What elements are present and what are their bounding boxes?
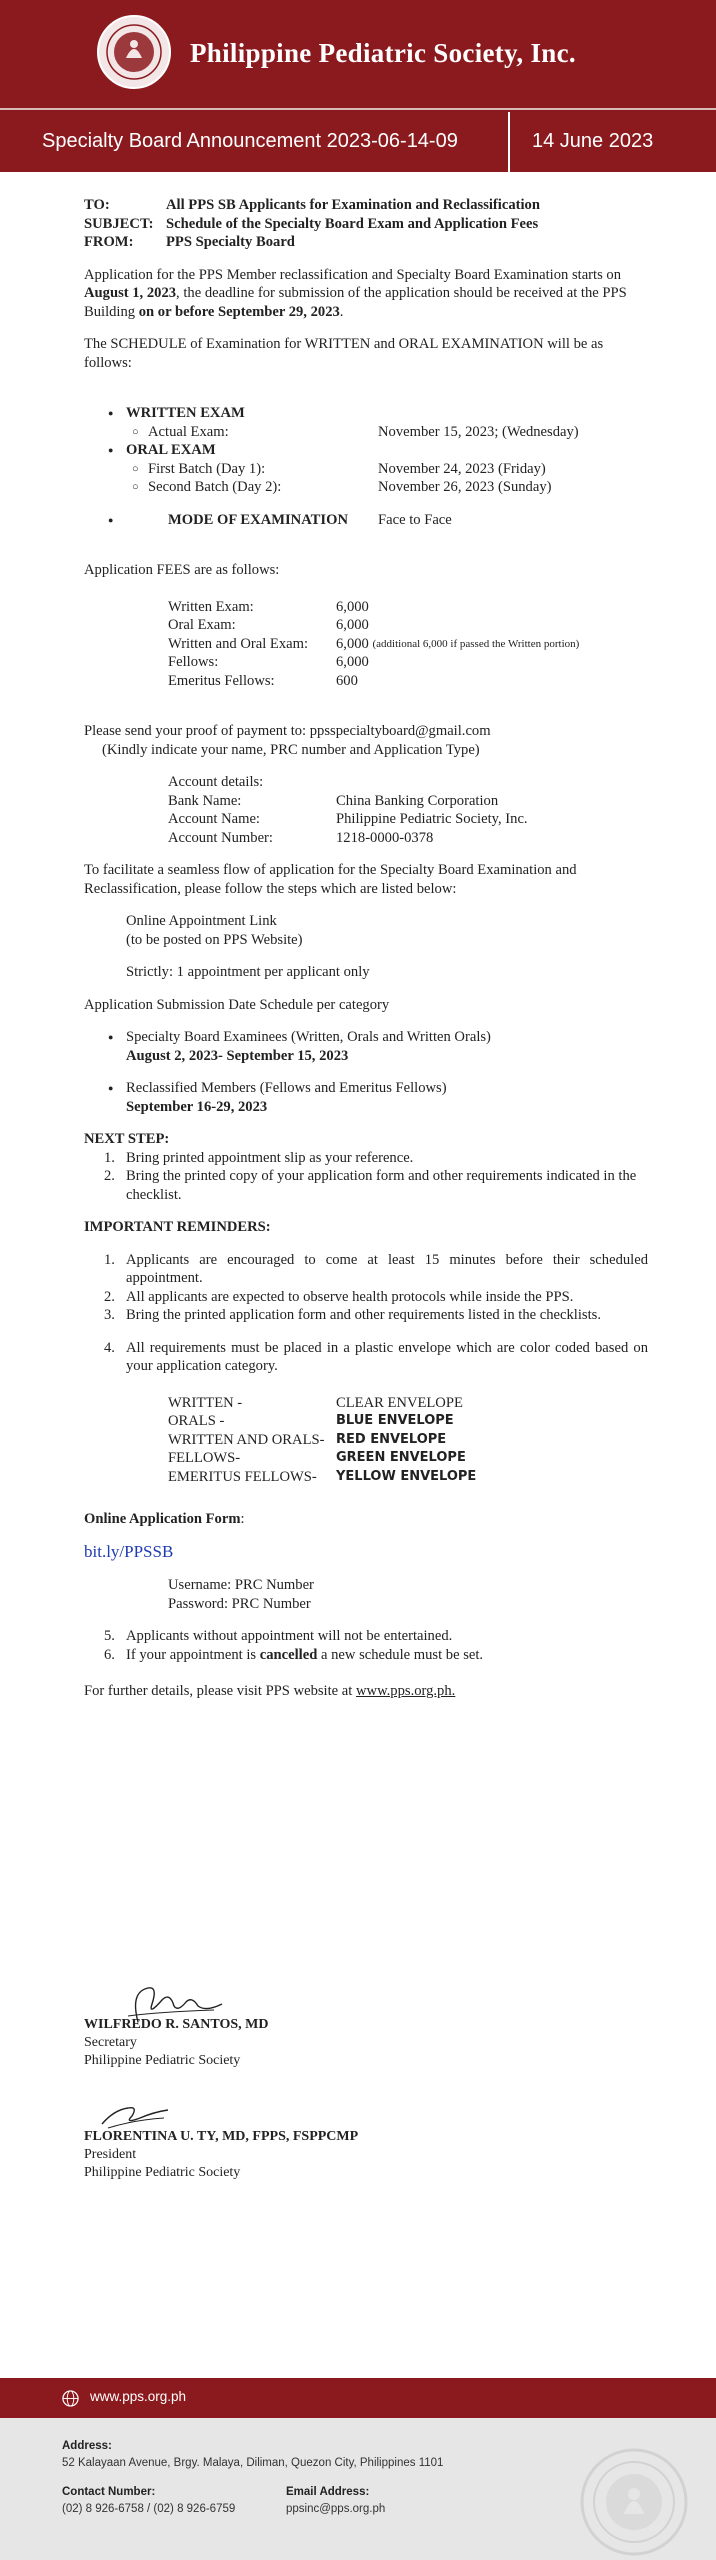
bank-row bbox=[168, 792, 648, 811]
reminder-item: 3. Bring the printed application form and other requirements listed in the checklists. bbox=[104, 1307, 601, 1323]
application-form-link[interactable]: bit.ly/PPSSB bbox=[84, 1541, 174, 1561]
fee-note: (additional 6,000 if passed the Written portion) bbox=[372, 637, 580, 650]
category-label: Specialty Board Examinees (Written, Orals and Written Orals) bbox=[126, 1029, 491, 1045]
pps-website-link[interactable]: www.pps.org.ph. bbox=[355, 1683, 456, 1699]
fee-label: Written and Oral Exam: bbox=[168, 635, 309, 652]
envelope-row bbox=[168, 1449, 648, 1468]
next-step-title: NEXT STEP: bbox=[84, 1131, 170, 1147]
account-name-row bbox=[168, 810, 648, 829]
reminder-item: 6. If your appointment is cancelled a new schedule must be set. bbox=[104, 1646, 484, 1663]
signatory-title: Secretary bbox=[84, 2035, 137, 2050]
envelope-category: ORALS - bbox=[168, 1413, 225, 1429]
payment-instruction: Please send your proof of payment to: ppsspecialtyboard@gmail.com bbox=[84, 723, 491, 739]
appointment-link-title: Online Appointment Link bbox=[126, 913, 277, 929]
fee-row bbox=[168, 598, 648, 617]
further-details-text: For further details, please visit PPS website at bbox=[84, 1683, 356, 1699]
next-step-text: Bring printed appointment slip as your reference. bbox=[126, 1149, 414, 1166]
intro-text: . bbox=[339, 303, 344, 320]
email-value: ppsinc@pps.org.ph bbox=[286, 2503, 386, 2515]
appointment-link-block bbox=[84, 912, 648, 982]
letterhead bbox=[0, 0, 716, 112]
envelope-row bbox=[168, 1394, 648, 1413]
login-credentials bbox=[84, 1576, 648, 1613]
envelope-row bbox=[168, 1468, 648, 1487]
account-number-label: Account Number: bbox=[168, 829, 273, 846]
reminder-text: a new schedule must be set. bbox=[317, 1646, 484, 1663]
first-batch-row bbox=[84, 460, 648, 479]
memo-header bbox=[84, 196, 648, 252]
username-hint: Username: PRC Number bbox=[168, 1577, 314, 1593]
bank-label: Bank Name: bbox=[168, 792, 242, 809]
signatory-name: WILFREDO R. SANTOS, MD bbox=[84, 2017, 269, 2032]
written-exam-title: WRITTEN EXAM bbox=[126, 405, 245, 421]
fee-label: Written Exam: bbox=[168, 598, 254, 615]
signatory-org: Philippine Pediatric Society bbox=[84, 2165, 241, 2180]
reminder-text: If your appointment is bbox=[126, 1646, 260, 1663]
announcement-date: 14 June 2023 bbox=[532, 130, 654, 152]
oral-exam-heading bbox=[84, 441, 648, 460]
address-value: 52 Kalayaan Avenue, Brgy. Malaya, Diliman, Quezon City, Philippines 1101 bbox=[62, 2457, 444, 2469]
memo-to-label: TO: bbox=[84, 197, 110, 213]
envelope-category: WRITTEN AND ORALS- bbox=[168, 1431, 325, 1448]
reminder-text: Applicants without appointment will not be entertained. bbox=[126, 1628, 453, 1644]
header-divider bbox=[0, 108, 716, 110]
category-label: Reclassified Members (Fellows and Emeritus Fellows) bbox=[126, 1080, 447, 1096]
fee-label: Fellows: bbox=[168, 654, 219, 670]
second-batch-row bbox=[84, 478, 648, 497]
fee-row bbox=[168, 653, 648, 672]
account-details bbox=[84, 773, 648, 847]
announcement-number: Specialty Board Announcement 2023-06-14-09 bbox=[42, 130, 458, 152]
reminder-text: All applicants are expected to observe health protocols while inside the PPS. bbox=[126, 1288, 574, 1305]
second-batch-date: November 26, 2023 (Sunday) bbox=[378, 479, 552, 495]
fee-label: Oral Exam: bbox=[168, 617, 236, 633]
footer-bar bbox=[0, 2378, 716, 2418]
fee-value: 6,000 bbox=[336, 654, 369, 670]
category-dates: August 2, 2023- September 15, 2023 bbox=[126, 1047, 349, 1064]
submission-schedule-title: Application Submission Date Schedule per category bbox=[84, 996, 390, 1013]
category-item bbox=[84, 1079, 648, 1116]
mode-label: ● MODE OF EXAMINATION bbox=[168, 511, 348, 528]
email-label: Email Address: bbox=[286, 2486, 370, 2498]
memo-subject-row bbox=[84, 215, 648, 234]
envelope-color: RED ENVELOPE bbox=[336, 1431, 447, 1447]
actual-exam-date: November 15, 2023; (Wednesday) bbox=[378, 423, 579, 440]
reminder-text: Applicants are encouraged to come at least 15 minutes before their scheduled appointment. bbox=[126, 1251, 648, 1286]
envelope-category: EMERITUS FELLOWS- bbox=[168, 1468, 317, 1485]
next-step-text: Bring the printed copy of your application form and other requirements indicated in the checklist. bbox=[126, 1168, 637, 1203]
announcement-divider bbox=[508, 112, 510, 172]
fee-value: 6,000 bbox=[336, 635, 369, 652]
account-number-row bbox=[168, 829, 648, 848]
fee-row bbox=[168, 635, 648, 654]
envelope-color: GREEN ENVELOPE bbox=[336, 1450, 466, 1465]
letter-body bbox=[84, 196, 648, 1701]
watermark-seal bbox=[580, 2448, 688, 2556]
intro-text: , the deadline for submission of the application should be received at the PPS Building bbox=[84, 285, 627, 320]
oral-exam-title: ORAL EXAM bbox=[126, 442, 216, 458]
actual-exam-label: ○ Actual Exam: bbox=[148, 423, 229, 440]
category-item bbox=[84, 1028, 648, 1065]
fees-intro: Application FEES are as follows: bbox=[84, 562, 280, 578]
contact-value: (02) 8 926-6758 / (02) 8 926-6759 bbox=[62, 2503, 236, 2515]
address-label: Address: bbox=[62, 2440, 112, 2452]
memo-from-label: FROM: bbox=[84, 234, 134, 250]
category-dates: September 16-29, 2023 bbox=[126, 1098, 268, 1115]
appointment-limit: Strictly: 1 appointment per applicant only bbox=[126, 964, 370, 980]
envelope-color: YELLOW ENVELOPE bbox=[336, 1468, 477, 1484]
signatory-president bbox=[84, 2128, 358, 2182]
memo-to-row bbox=[84, 196, 648, 215]
intro-text: Application for the PPS Member reclassification and Specialty Board Examination starts on bbox=[84, 266, 622, 283]
appointment-link-note: (to be posted on PPS Website) bbox=[126, 931, 303, 948]
globe-icon bbox=[62, 2390, 79, 2407]
envelope-row bbox=[168, 1431, 648, 1450]
actual-exam-row bbox=[84, 423, 648, 442]
flow-intro: To facilitate a seamless flow of application for the Specialty Board Examination and Reclassification, please follow the steps which are listed below: bbox=[84, 862, 577, 897]
envelope-category: WRITTEN - bbox=[168, 1394, 243, 1411]
envelope-row bbox=[168, 1412, 648, 1431]
account-number-value: 1218-0000-0378 bbox=[336, 829, 434, 846]
fee-value: 6,000 bbox=[336, 598, 369, 615]
org-name: Philippine Pediatric Society, Inc. bbox=[190, 38, 576, 68]
fee-row bbox=[168, 616, 648, 635]
fee-label: Emeritus Fellows: bbox=[168, 672, 275, 689]
second-batch-label: ○ Second Batch (Day 2): bbox=[148, 479, 282, 495]
footer bbox=[0, 2378, 716, 2560]
intro-paragraph bbox=[84, 266, 648, 322]
memo-from-value: PPS Specialty Board bbox=[166, 234, 295, 250]
fee-row bbox=[168, 672, 648, 691]
fee-value: 600 bbox=[336, 672, 358, 689]
deadline: on or before September 29, 2023 bbox=[138, 303, 340, 320]
online-form-colon: : bbox=[240, 1511, 245, 1527]
envelope-category: FELLOWS- bbox=[168, 1450, 241, 1466]
mode-value: Face to Face bbox=[378, 511, 452, 528]
first-batch-label: ○ First Batch (Day 1): bbox=[148, 460, 266, 477]
envelope-color: CLEAR ENVELOPE bbox=[336, 1394, 463, 1411]
memo-subject-value: Schedule of the Specialty Board Exam and Application Fees bbox=[166, 215, 539, 232]
announcement-bar bbox=[0, 112, 716, 172]
account-name-label: Account Name: bbox=[168, 811, 260, 827]
signatory-name: FLORENTINA U. TY, MD, FPPS, FSPPCMP bbox=[84, 2129, 359, 2144]
mode-row bbox=[84, 511, 648, 530]
next-step-item: 2. Bring the printed copy of your application form and other requirements indicated in the checklist. bbox=[104, 1168, 637, 1203]
password-hint: Password: PRC Number bbox=[168, 1595, 311, 1612]
reminders-title: IMPORTANT REMINDERS: bbox=[84, 1219, 271, 1235]
next-step-item: 1. Bring printed appointment slip as your reference. bbox=[104, 1149, 414, 1166]
account-name-value: Philippine Pediatric Society, Inc. bbox=[336, 811, 528, 827]
account-details-label: Account details: bbox=[168, 774, 264, 790]
signatory-org: Philippine Pediatric Society bbox=[84, 2053, 241, 2068]
reminder-item: 5. Applicants without appointment will not be entertained. bbox=[104, 1628, 453, 1644]
first-batch-date: November 24, 2023 (Friday) bbox=[378, 460, 546, 477]
envelope-color: BLUE ENVELOPE bbox=[336, 1413, 454, 1428]
start-date: August 1, 2023 bbox=[84, 285, 177, 301]
online-form-heading bbox=[84, 1510, 648, 1529]
signatory-title: President bbox=[84, 2147, 137, 2162]
envelope-color-list bbox=[84, 1394, 648, 1487]
reminder-text: All requirements must be placed in a plastic envelope which are color coded based on your application category. bbox=[126, 1339, 648, 1374]
memo-to-value: All PPS SB Applicants for Examination and Reclassification bbox=[166, 197, 540, 213]
further-details bbox=[84, 1682, 648, 1701]
written-exam-heading bbox=[84, 404, 648, 423]
reminder-item: 1. Applicants are encouraged to come at least 15 minutes before their scheduled appointment. bbox=[104, 1251, 648, 1286]
memo-subject-label: SUBJECT: bbox=[84, 215, 154, 232]
fees-list bbox=[84, 598, 648, 691]
cancelled-emphasis: cancelled bbox=[259, 1646, 318, 1663]
reminder-item: 2. All applicants are expected to observe health protocols while inside the PPS. bbox=[104, 1288, 574, 1305]
memo-from-row bbox=[84, 233, 648, 252]
payment-note: (Kindly indicate your name, PRC number and Application Type) bbox=[102, 741, 480, 758]
online-form-label: Online Application Form bbox=[84, 1511, 241, 1527]
bank-value: China Banking Corporation bbox=[336, 792, 499, 809]
contact-label: Contact Number: bbox=[62, 2486, 156, 2498]
fee-value: 6,000 bbox=[336, 617, 369, 633]
pps-seal-logo bbox=[96, 14, 172, 90]
reminder-text: Bring the printed application form and other requirements listed in the checklists. bbox=[126, 1307, 601, 1323]
schedule-intro: The SCHEDULE of Examination for WRITTEN and ORAL EXAMINATION will be as follows: bbox=[84, 336, 604, 371]
signatory-secretary bbox=[84, 2016, 269, 2070]
reminder-item: 4. All requirements must be placed in a plastic envelope which are color coded based on your application category. bbox=[104, 1339, 648, 1374]
footer-website-link[interactable]: www.pps.org.ph bbox=[90, 2389, 187, 2404]
